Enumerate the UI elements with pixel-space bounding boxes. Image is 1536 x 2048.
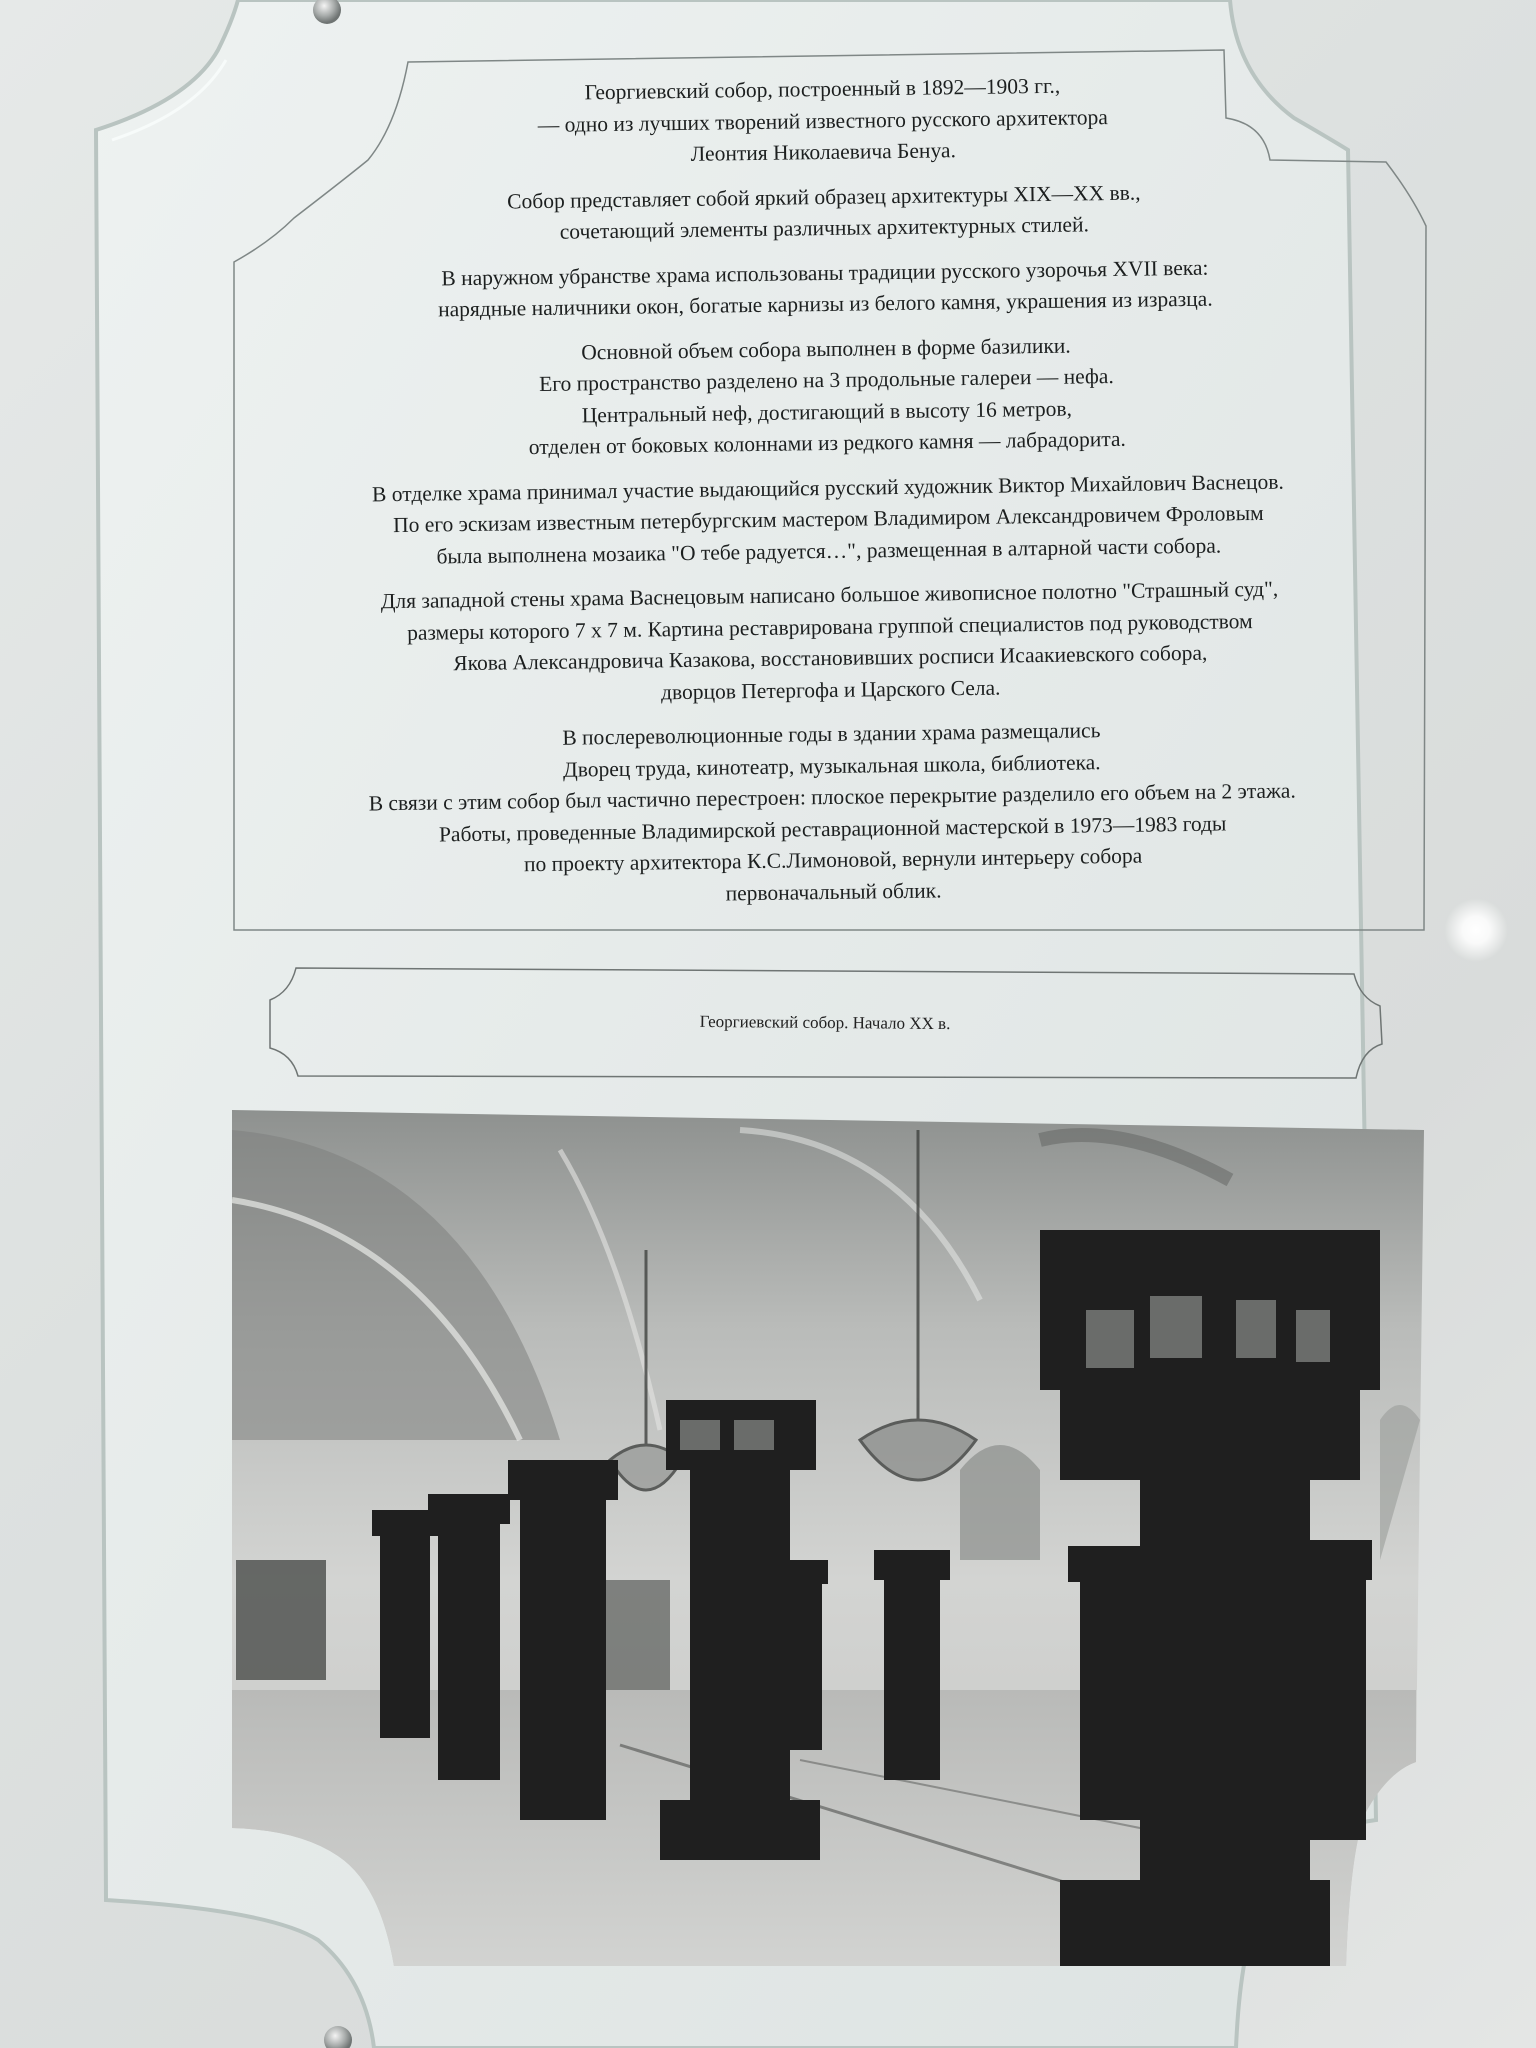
text-line: Работы, проведенные Владимирской реставрационной мастерской в 1973—1983 годы — [438, 810, 1227, 846]
text-line: Якова Александровича Казакова, восстановивших росписи Исаакиевского собора, — [453, 640, 1208, 676]
text-line: Для западной стены храма Васнецовым написано большое живописное полотно "Страшный суд", — [380, 576, 1279, 614]
paragraph — [246, 66, 1399, 177]
text-line: Основной объем собора выполнен в форме базилики. — [581, 333, 1071, 364]
text-line: Дворец труда, кинотеатр, музыкальная школа, библиотека. — [562, 749, 1101, 782]
photo-caption: Георгиевский собор. Начало XX в. — [699, 1011, 951, 1034]
text-line: нарядные наличники окон, богатые карнизы из белого камня, украшения из изразца. — [437, 286, 1213, 322]
paragraph — [248, 173, 1401, 252]
text-line: дворцов Петергофа и Царского Села. — [660, 675, 1001, 704]
text-line: Собор представляет собой яркий образец архитектуры XIX—XX вв., — [507, 180, 1141, 213]
text-line: Центральный неф, достигающий в высоту 16 метров, — [581, 396, 1073, 427]
text-line: Его пространство разделено на 3 продольные галереи — нефа. — [538, 363, 1114, 397]
text-line: По его эскизам известным петербургским мастером Владимиром Александровичем Фроловым — [392, 500, 1264, 538]
paragraph — [249, 249, 1402, 328]
info-text-panel — [226, 44, 1430, 941]
text-line: сочетающий элементы различных архитектурных стилей. — [559, 212, 1090, 244]
text-line: по проекту архитектора К.С.Лимоновой, вернули интерьеру собора — [523, 843, 1143, 877]
paragraph — [253, 572, 1407, 714]
historical-photo — [232, 1110, 1424, 1966]
light-reflection — [1444, 898, 1508, 962]
paragraph — [250, 325, 1404, 467]
text-line: размеры которого 7 х 7 м. Картина реставрирована группой специалистов под руководством — [406, 608, 1253, 645]
text-line: В послереволюционные годы в здании храма размещались — [562, 718, 1101, 750]
mounting-bolt — [324, 2026, 352, 2048]
text-line: Леонтия Николаевича Бенуа. — [690, 138, 957, 166]
text-line: была выполнена мозаика "О тебе радуется…", размещенная в алтарной части собора. — [436, 533, 1222, 568]
text-line: — одно из лучших творений известного русского архитектора — [537, 104, 1108, 137]
text-line: Георгиевский собор, построенный в 1892—1903 гг., — [584, 73, 1061, 105]
text-line: первоначальный облик. — [725, 877, 942, 905]
paragraph — [252, 464, 1405, 575]
text-line: отделен от боковых колоннами из редкого камня — лабрадорита. — [528, 426, 1126, 460]
text-line: В отделке храма принимал участие выдающийся русский художник Виктор Михайлович Васнецов. — [371, 469, 1284, 506]
paragraph — [255, 711, 1410, 916]
text-line: В связи с этим собор был частично перестроен: плоское перекрытие разделило его объем на 2 этажа. — [368, 778, 1296, 816]
text-line: В наружном убранстве храма использованы традиции русского узорочья XVII века: — [441, 255, 1209, 290]
